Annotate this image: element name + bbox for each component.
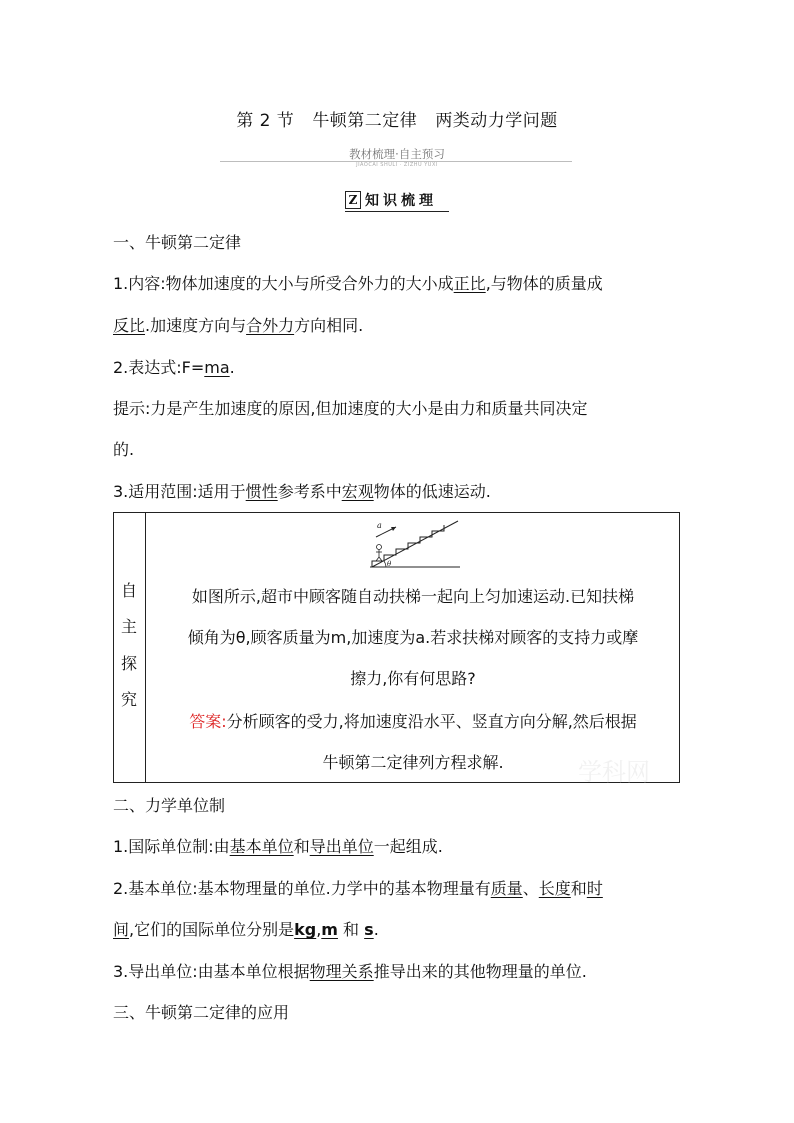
z-letter-icon: Z	[345, 191, 361, 209]
text: 一起组成.	[373, 837, 443, 856]
answer-line-2: 牛顿第二定律列方程求解.	[322, 753, 504, 772]
side-char: 究	[120, 690, 137, 709]
text: ,与物体的质量成	[485, 274, 603, 293]
text: .加速度方向与	[145, 316, 247, 335]
answer-text: 分析顾客的受力,将加速度沿水平、竖直方向分解,然后根据	[226, 712, 637, 731]
banner-pinyin: JIAOCAI SHULI · ZIZHU YUXI	[356, 162, 438, 168]
blank-answer: 长度	[538, 879, 571, 898]
blank-answer: 间	[113, 920, 130, 939]
knowledge-badge	[345, 190, 437, 210]
blank-answer: 基本单位	[229, 837, 294, 856]
blank-answer: m	[321, 920, 338, 939]
banner-title: 教材梳理·自主预习	[349, 147, 445, 161]
text: 2.表达式:F=	[113, 358, 205, 377]
side-char: 自	[120, 581, 137, 600]
blank-answer: 正比	[453, 274, 486, 293]
blank-answer: 反比	[113, 316, 146, 335]
answer-line-1	[146, 712, 680, 732]
escalator-figure	[366, 515, 462, 571]
section3-heading: 三、牛顿第二定律的应用	[113, 1003, 290, 1022]
side-char: 探	[120, 654, 137, 673]
page-title	[0, 106, 794, 131]
text: 和	[337, 920, 365, 939]
text: 1.国际单位制:由	[113, 837, 230, 856]
angle-label: θ	[387, 560, 392, 568]
blank-answer: 惯性	[245, 482, 278, 501]
text: 方向相同.	[294, 316, 364, 335]
side-char: 主	[120, 617, 137, 636]
content-line-2	[113, 316, 363, 336]
accel-label: a	[377, 521, 382, 530]
text: 和	[570, 879, 587, 898]
blank-answer: s	[364, 920, 374, 939]
base-unit-line-1	[113, 879, 603, 899]
text: 、	[522, 879, 539, 898]
section-topic: 两类动力学问题	[435, 111, 558, 131]
section1-heading: 一、牛顿第二定律	[113, 233, 242, 252]
blank-answer: 物理关系	[309, 962, 374, 981]
text: .	[229, 358, 235, 377]
text: 参考系中	[277, 482, 342, 501]
text: 3.导出单位:由基本单位根据	[113, 962, 310, 981]
section-name: 牛顿第二定律	[312, 111, 418, 131]
blank-answer: kg	[294, 920, 317, 939]
question-line-1: 如图所示,超市中顾客随自动扶梯一起向上匀加速运动.已知扶梯	[191, 587, 635, 606]
text: 推导出来的其他物理量的单位.	[373, 962, 587, 981]
blank-answer: 时	[586, 879, 603, 898]
badge-underline	[345, 211, 449, 212]
section2-heading: 二、力学单位制	[113, 796, 226, 815]
si-line	[113, 837, 443, 857]
derived-unit-line	[113, 962, 587, 982]
text: ,它们的国际单位分别是	[129, 920, 295, 939]
blank-answer: 合外力	[246, 316, 295, 335]
blank-answer: 宏观	[341, 482, 374, 501]
text: 物体的低速运动.	[373, 482, 491, 501]
base-unit-line-2	[113, 920, 379, 940]
scope-line	[113, 482, 491, 502]
text: ,	[316, 920, 322, 939]
answer-label: 答案:	[189, 712, 227, 731]
hint-line-2: 的.	[113, 440, 135, 459]
text: 和	[293, 837, 310, 856]
badge-text: 知识梳理	[365, 193, 437, 209]
expression-line	[113, 358, 235, 378]
text: 3.适用范围:适用于	[113, 482, 246, 501]
watermark: 学科网	[578, 758, 650, 786]
content-line-1	[113, 274, 603, 294]
blank-answer: 质量	[490, 879, 523, 898]
blank-answer: 导出单位	[309, 837, 374, 856]
text: 1.内容:物体加速度的大小与所受合外力的大小成	[113, 274, 454, 293]
question-line-3: 擦力,你有何思路?	[350, 669, 476, 688]
blank-answer: ma	[204, 358, 230, 377]
text: 2.基本单位:基本物理量的单位.力学中的基本物理量有	[113, 879, 491, 898]
hint-line-1: 提示:力是产生加速度的原因,但加速度的大小是由力和质量共同决定	[113, 399, 588, 418]
section-number: 第 2 节	[236, 111, 295, 131]
question-line-2: 倾角为θ,顾客质量为m,加速度为a.若求扶梯对顾客的支持力或摩	[187, 628, 639, 647]
text: .	[373, 920, 379, 939]
